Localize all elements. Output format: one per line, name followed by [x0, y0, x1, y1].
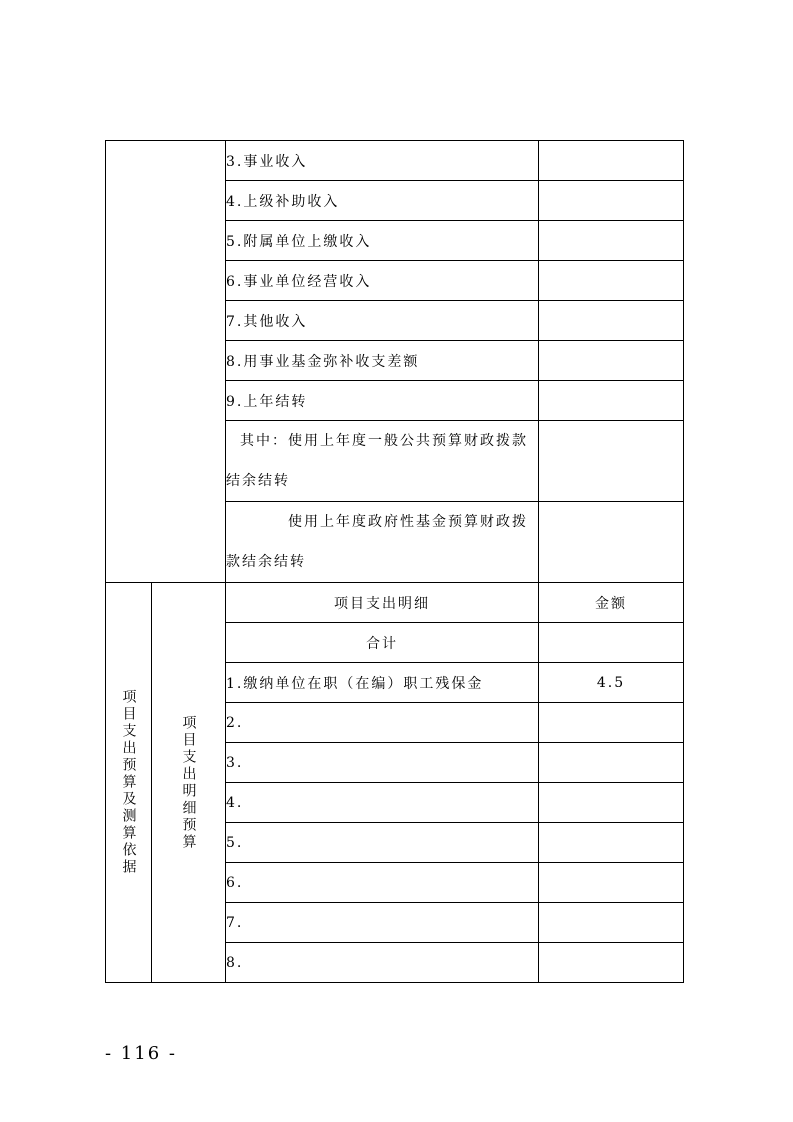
- amount-cell: [539, 623, 684, 663]
- budget-table: [105, 140, 684, 983]
- project-item-label: 3.: [226, 743, 539, 783]
- project-item-amount: [539, 903, 684, 943]
- amount-column-header: 金额: [539, 583, 684, 623]
- fund-budget-note: 使用上年度政府性基金预算财政拨款结余结转: [226, 502, 539, 583]
- project-basis-cell: [106, 583, 152, 983]
- amount-cell: [539, 502, 684, 583]
- income-item-label: 5.附属单位上缴收入: [226, 221, 539, 261]
- project-item-amount: [539, 743, 684, 783]
- project-item-amount: [539, 783, 684, 823]
- income-item-label: 8.用事业基金弥补收支差额: [226, 341, 539, 381]
- project-item-label: 5.: [226, 823, 539, 863]
- income-item-label: 6.事业单位经营收入: [226, 261, 539, 301]
- project-item-amount: [539, 823, 684, 863]
- general-budget-note: 其中：使用上年度一般公共预算财政拨款结余结转: [226, 421, 539, 502]
- income-item-label: 9.上年结转: [226, 381, 539, 421]
- project-item-label: 6.: [226, 863, 539, 903]
- income-item-label: 4.上级补助收入: [226, 181, 539, 221]
- project-item-label: 7.: [226, 903, 539, 943]
- income-item-label: 7.其他收入: [226, 301, 539, 341]
- table-row: [106, 141, 684, 181]
- project-item-amount: [539, 943, 684, 983]
- amount-cell: [539, 221, 684, 261]
- page-number: - 116 -: [105, 1043, 177, 1064]
- project-item-label: 2.: [226, 703, 539, 743]
- amount-cell: [539, 381, 684, 421]
- project-item-amount: [539, 863, 684, 903]
- detail-column-header: 项目支出明细: [226, 583, 539, 623]
- amount-cell: [539, 261, 684, 301]
- total-label: 合计: [226, 623, 539, 663]
- project-item-label: 1.缴纳单位在职（在编）职工残保金: [226, 663, 539, 703]
- project-item-amount: 4.5: [539, 663, 684, 703]
- amount-cell: [539, 421, 684, 502]
- project-item-amount: [539, 703, 684, 743]
- blank-category-cell: [106, 141, 226, 583]
- project-detail-label: 项目支出明细预算: [180, 714, 197, 851]
- amount-cell: [539, 181, 684, 221]
- project-detail-cell: [152, 583, 226, 983]
- table-row: [106, 583, 684, 623]
- income-item-label: 3.事业收入: [226, 141, 539, 181]
- amount-cell: [539, 141, 684, 181]
- project-item-label: 8.: [226, 943, 539, 983]
- project-item-label: 4.: [226, 783, 539, 823]
- amount-cell: [539, 341, 684, 381]
- amount-cell: [539, 301, 684, 341]
- project-basis-label: 项目支出预算及测算依据: [120, 689, 137, 876]
